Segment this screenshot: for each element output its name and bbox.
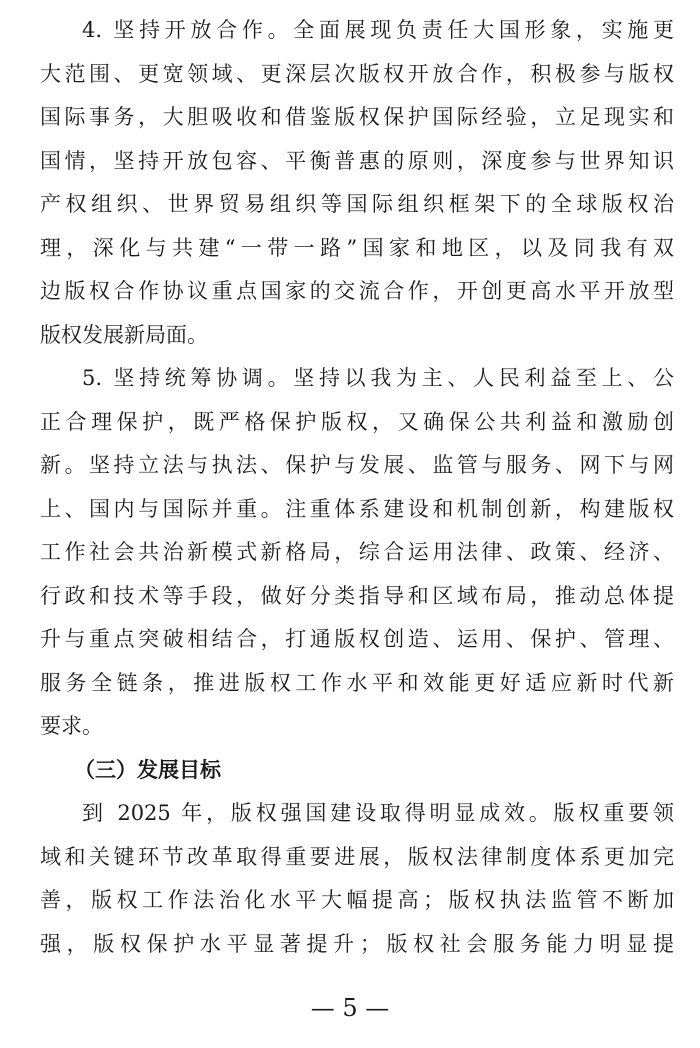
paragraph-line: 新。坚持立法与执法、保护与发展、监管与服务、网下与网 bbox=[40, 453, 674, 477]
paragraph-line: 善，版权工作法治化水平大幅提高；版权执法监管不断加 bbox=[40, 888, 674, 912]
paragraph-line: 产权组织、世界贸易组织等国际组织框架下的全球版权治 bbox=[40, 192, 674, 216]
paragraph-line: 5. 坚持统筹协调。坚持以我为主、人民利益至上、公 bbox=[82, 366, 674, 390]
page-number: — 5 — bbox=[310, 994, 390, 1022]
paragraph-line: 升与重点突破相结合，打通版权创造、运用、保护、管理、 bbox=[40, 627, 674, 651]
paragraph-line: 大范围、更宽领域、更深层次版权开放合作，积极参与版权 bbox=[40, 62, 674, 86]
paragraph-line: 正合理保护，既严格保护版权，又确保公共利益和激励创 bbox=[40, 410, 674, 434]
paragraph-line: 到 2025 年，版权强国建设取得明显成效。版权重要领 bbox=[82, 801, 674, 825]
paragraph-line: 国际事务，大胆吸收和借鉴版权保护国际经验，立足现实和 bbox=[40, 105, 674, 129]
paragraph-line: 强，版权保护水平显著提升；版权社会服务能力明显提 bbox=[40, 932, 674, 956]
paragraph-line: 要求。 bbox=[40, 714, 103, 738]
paragraph-line: 服务全链条，推进版权工作水平和效能更好适应新时代新 bbox=[40, 671, 674, 695]
paragraph-line: 上、国内与国际并重。注重体系建设和机制创新，构建版权 bbox=[40, 497, 674, 521]
paragraph-line: 行政和技术等手段，做好分类指导和区域布局，推动总体提 bbox=[40, 584, 674, 608]
paragraph-line: 理，深化与共建“一带一路”国家和地区，以及同我有双 bbox=[40, 236, 674, 260]
paragraph-line: 边版权合作协议重点国家的交流合作，开创更高水平开放型 bbox=[40, 279, 674, 303]
paragraph-line: 版权发展新局面。 bbox=[40, 323, 208, 347]
paragraph-line: 域和关键环节改革取得重要进展，版权法律制度体系更加完 bbox=[40, 845, 674, 869]
paragraph-line: 4. 坚持开放合作。全面展现负责任大国形象，实施更 bbox=[82, 18, 674, 42]
paragraph-line: 工作社会共治新模式新格局，综合运用法律、政策、经济、 bbox=[40, 540, 674, 564]
section-heading: （三）发展目标 bbox=[74, 758, 221, 782]
paragraph-line: 国情，坚持开放包容、平衡普惠的原则，深度参与世界知识 bbox=[40, 149, 674, 173]
